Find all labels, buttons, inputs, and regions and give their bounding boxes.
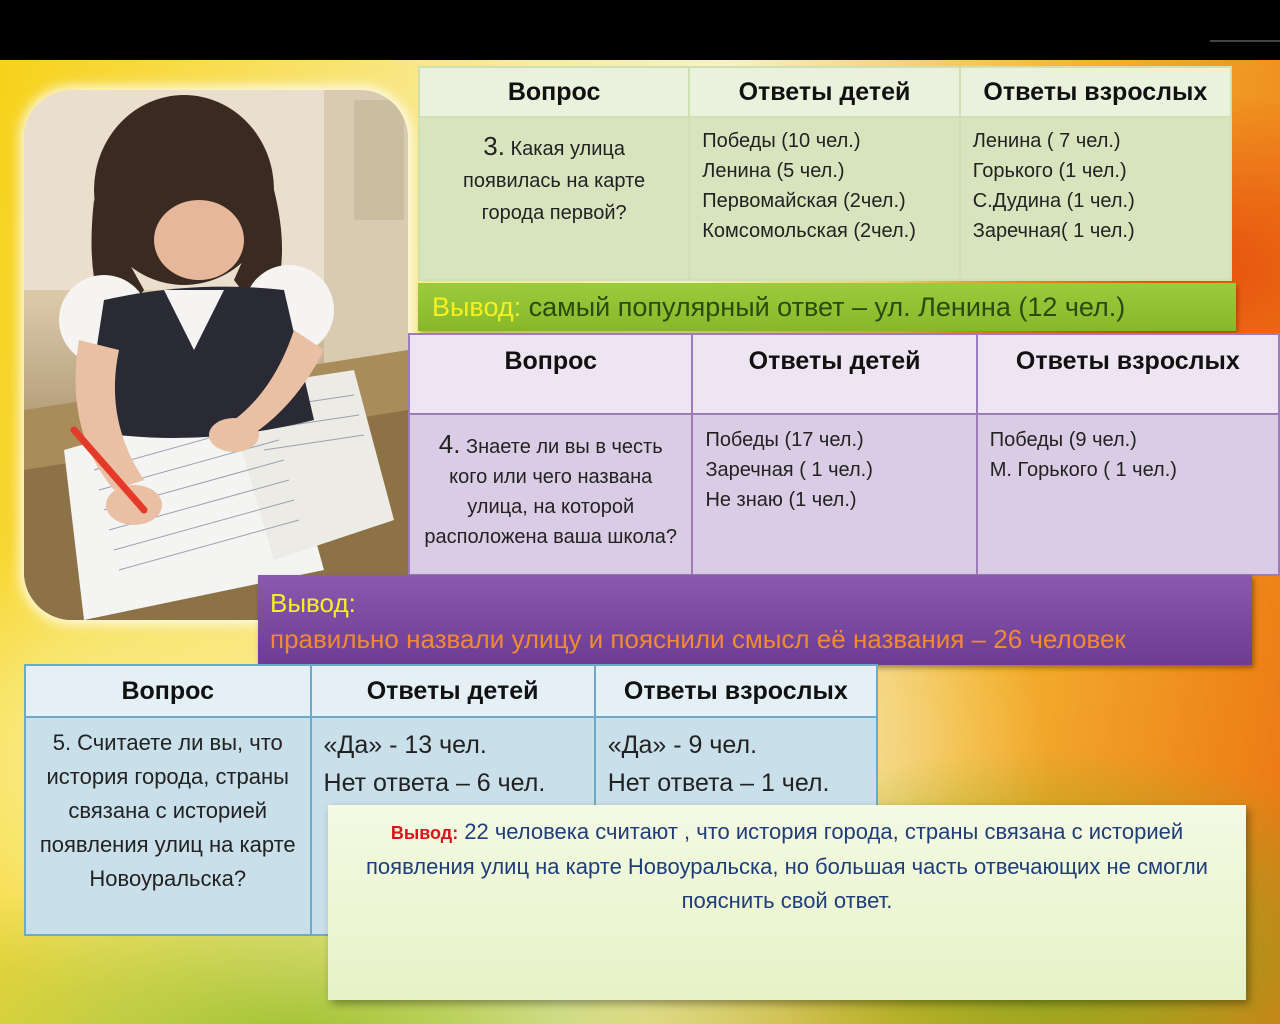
answer-line: Победы (17 чел.) [705, 429, 864, 451]
question3-number: 3. [483, 131, 505, 161]
answer-line: М. Горького ( 1 чел.) [989, 459, 1177, 481]
question4-cell [409, 414, 692, 575]
question4-table [408, 333, 1280, 576]
answer-line: Ленина (5 чел.) [702, 160, 845, 182]
answer-line: Заречная ( 1 чел.) [705, 459, 873, 481]
header-adults: Ответы взрослых [960, 67, 1231, 117]
slide [0, 60, 1280, 1024]
answer-line: Победы (10 чел.) [702, 130, 861, 152]
header-children: Ответы детей [692, 334, 976, 414]
child-writing-photo [24, 90, 408, 620]
header-question: Вопрос [419, 67, 689, 117]
conclusion2-text: правильно назвали улицу и пояснили смысл её названия – 26 человек [270, 624, 1126, 654]
question4-text: Знаете ли вы в честь кого или чего названа улица, на которой расположена ваша школа? [424, 436, 678, 548]
question3-children-cell [689, 117, 959, 280]
photo-illustration [24, 90, 408, 620]
conclusion3-text: 22 человека считают , что история города, страны связана с историей появления улиц на карте Новоуральска, но большая часть отвечающих не смогли пояснить свой ответ. [366, 819, 1208, 913]
question3-adults-cell [960, 117, 1231, 280]
question5-cell: 5. Считаете ли вы, что история города, страны связана с историей появления улиц на карте Новоуральска? [25, 717, 311, 935]
header-children: Ответы детей [311, 665, 595, 717]
answer-line: Нет ответа – 6 чел. [323, 769, 546, 797]
conclusion2-bar [258, 575, 1252, 665]
question4-adults-cell [977, 414, 1279, 575]
answer-line: Комсомольская (2чел.) [702, 220, 916, 242]
question3-text: Какая улица появилась на карте города первой? [463, 138, 646, 224]
answer-line: Не знаю (1 чел.) [705, 489, 857, 511]
header-adults: Ответы взрослых [595, 665, 877, 717]
answer-line: Ленина ( 7 чел.) [972, 130, 1121, 152]
question4-children-cell [692, 414, 976, 575]
answer-line: Горького (1 чел.) [972, 160, 1127, 182]
answer-line: Заречная( 1 чел.) [972, 220, 1135, 242]
conclusion2-label: Вывод: [270, 588, 356, 618]
question3-table [418, 66, 1232, 281]
header-question: Вопрос [409, 334, 692, 414]
conclusion1-label: Вывод: [432, 292, 522, 322]
header-children: Ответы детей [689, 67, 959, 117]
header-question: Вопрос [25, 665, 311, 717]
conclusion3-label: Вывод: [390, 823, 459, 843]
question3-cell [419, 117, 689, 280]
header-adults: Ответы взрослых [977, 334, 1279, 414]
answer-line: Нет ответа – 1 чел. [607, 769, 830, 797]
answer-line: Первомайская (2чел.) [702, 190, 906, 212]
answer-line: «Да» - 13 чел. [323, 731, 487, 759]
answer-line: «Да» - 9 чел. [607, 731, 758, 759]
answer-line: Победы (9 чел.) [989, 429, 1137, 451]
conclusion3-box [328, 805, 1246, 1000]
answer-line: С.Дудина (1 чел.) [972, 190, 1135, 212]
conclusion1-text: самый популярный ответ – ул. Ленина (12 чел.) [528, 292, 1126, 322]
top-bar-line [1210, 40, 1280, 42]
conclusion1-bar [418, 283, 1236, 331]
question4-number: 4. [438, 429, 461, 459]
